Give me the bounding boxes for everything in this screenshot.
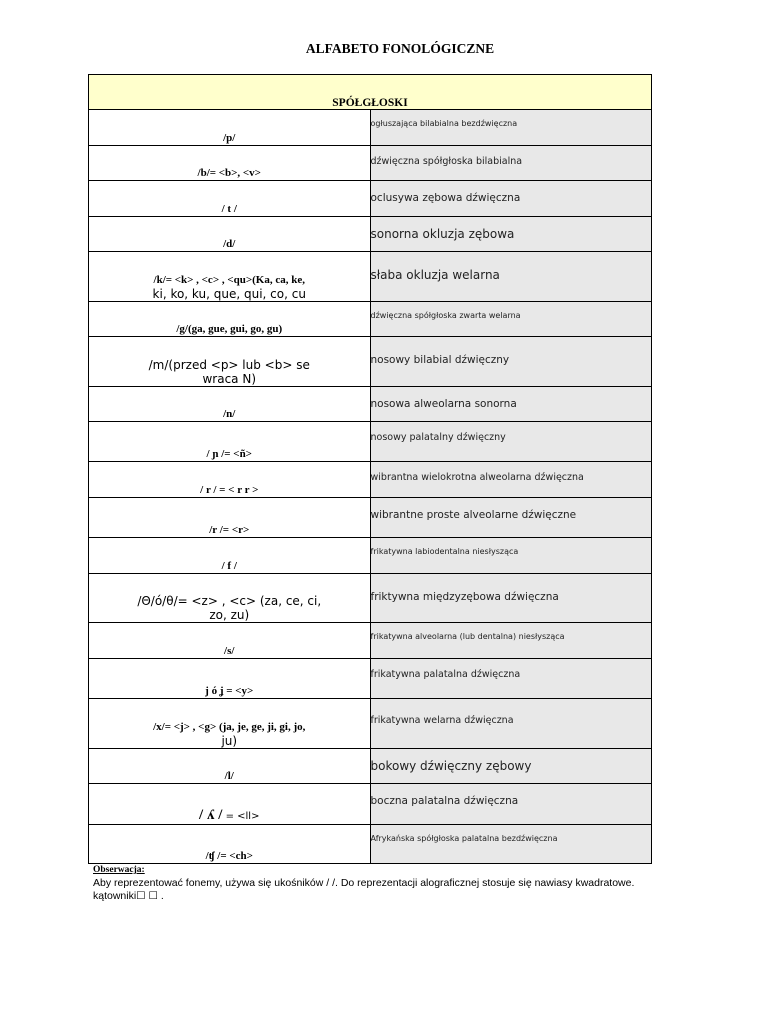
table-row (89, 538, 652, 574)
phoneme-description: oclusywa zębowa dźwięczna (370, 181, 652, 217)
phoneme-description: boczna palatalna dźwięczna (370, 784, 652, 825)
phoneme-symbol-line1: /Θ/ó/θ/= <z> , <c> (za, ce, ci, (137, 594, 322, 608)
observation-text: Aby reprezentować fonemy, używa się ukośników / /. Do reprezentacji alograficznej stosuje się nawiasy kwadratowe. (93, 877, 635, 889)
table-row (89, 498, 652, 538)
consonants-table (88, 74, 652, 864)
phoneme-description: wibrantne proste alveolarne dźwięczne (370, 498, 652, 538)
phoneme-description: frikatywna alveolarna (lub dentalna) niesłysząca (370, 623, 652, 659)
table-row (89, 252, 652, 302)
phoneme-description: nosowa alweolarna sonorna (370, 387, 652, 422)
phoneme-description: dźwięczna spółgłoska bilabialna (370, 146, 652, 181)
phoneme-symbol: /s/ (89, 623, 371, 659)
phoneme-symbol (89, 699, 371, 749)
phoneme-symbol (89, 574, 371, 623)
phoneme-symbol: /n/ (89, 387, 371, 422)
phoneme-symbol (89, 252, 371, 302)
phoneme-symbol-line2: ju) (221, 734, 238, 748)
phoneme-symbol: / r / = < r r > (89, 462, 371, 498)
observation-note (93, 864, 713, 903)
phoneme-description: frikatywna labiodentalna niesłysząca (370, 538, 652, 574)
phoneme-description: frikatywna palatalna dźwięczna (370, 659, 652, 699)
phoneme-symbol: / f / (89, 538, 371, 574)
table-row (89, 825, 652, 864)
table-header-row (89, 75, 652, 110)
phoneme-symbol: /b/= <b>, <v> (89, 146, 371, 181)
phoneme-description: nosowy palatalny dźwięczny (370, 422, 652, 462)
observation-text-line2: kątowniki☐ ☐ . (93, 890, 164, 902)
phoneme-symbol (89, 784, 371, 825)
table-row (89, 422, 652, 462)
table-row (89, 387, 652, 422)
phoneme-description: wibrantna wielokrotna alweolarna dźwięczna (370, 462, 652, 498)
phoneme-symbol (89, 337, 371, 387)
phoneme-symbol: /ʧ /= <ch> (89, 825, 371, 864)
document-title: ALFABETO FONOLÓGICZNE (305, 41, 495, 56)
phoneme-symbol-line1: /x/= <j> , <g> (ja, je, ge, ji, gi, jo, (153, 721, 306, 733)
phoneme-symbol: /p/ (89, 110, 371, 146)
phoneme-symbol-line2: wraca N) (202, 372, 257, 386)
table-row (89, 146, 652, 181)
phoneme-symbol: /d/ (89, 217, 371, 252)
table-row (89, 217, 652, 252)
phoneme-description: nosowy bilabial dźwięczny (370, 337, 652, 387)
phoneme-description: sonorna okluzja zębowa (370, 217, 652, 252)
phoneme-symbol: j ó ʝ = <y> (89, 659, 371, 699)
phoneme-description: Afrykańska spółgłoska palatalna bezdźwięczna (370, 825, 652, 864)
table-row (89, 110, 652, 146)
table-header: SPÓŁGŁOSKI (89, 75, 652, 110)
phoneme-symbol: /r /= <r> (89, 498, 371, 538)
table-row (89, 574, 652, 623)
table-row (89, 699, 652, 749)
table-row (89, 784, 652, 825)
phoneme-symbol: / t / (89, 181, 371, 217)
phoneme-symbol-main: / ʎ / (199, 807, 223, 823)
phoneme-description: bokowy dźwięczny zębowy (370, 749, 652, 784)
phoneme-symbol: / ɲ /= <ñ> (89, 422, 371, 462)
phoneme-description: słaba okluzja welarna (370, 252, 652, 302)
phoneme-symbol-suffix: = <ll> (222, 811, 260, 822)
table-row (89, 302, 652, 337)
table-row (89, 181, 652, 217)
phoneme-symbol-line2: ki, ko, ku, que, qui, co, cu (152, 287, 306, 301)
phoneme-description: friktywna międzyzębowa dźwięczna (370, 574, 652, 623)
table-row (89, 337, 652, 387)
table-row (89, 659, 652, 699)
table-row (89, 749, 652, 784)
phoneme-description: frikatywna welarna dźwięczna (370, 699, 652, 749)
table-row (89, 623, 652, 659)
table-row (89, 462, 652, 498)
phoneme-description: ogłuszająca bilabialna bezdźwięczna (370, 110, 652, 146)
observation-label: Obserwacja: (93, 865, 145, 875)
phoneme-symbol: /l/ (89, 749, 371, 784)
phoneme-description: dźwięczna spółgłoska zwarta welarna (370, 302, 652, 337)
phoneme-symbol-line1: /m/(przed <p> lub <b> se (148, 358, 310, 372)
phoneme-symbol-line1: /k/= <k> , <c> , <qu>(Ka, ca, ke, (153, 274, 305, 286)
phoneme-symbol: /g/(ga, gue, gui, go, gu) (89, 302, 371, 337)
phoneme-symbol-line2: zo, zu) (209, 608, 250, 622)
